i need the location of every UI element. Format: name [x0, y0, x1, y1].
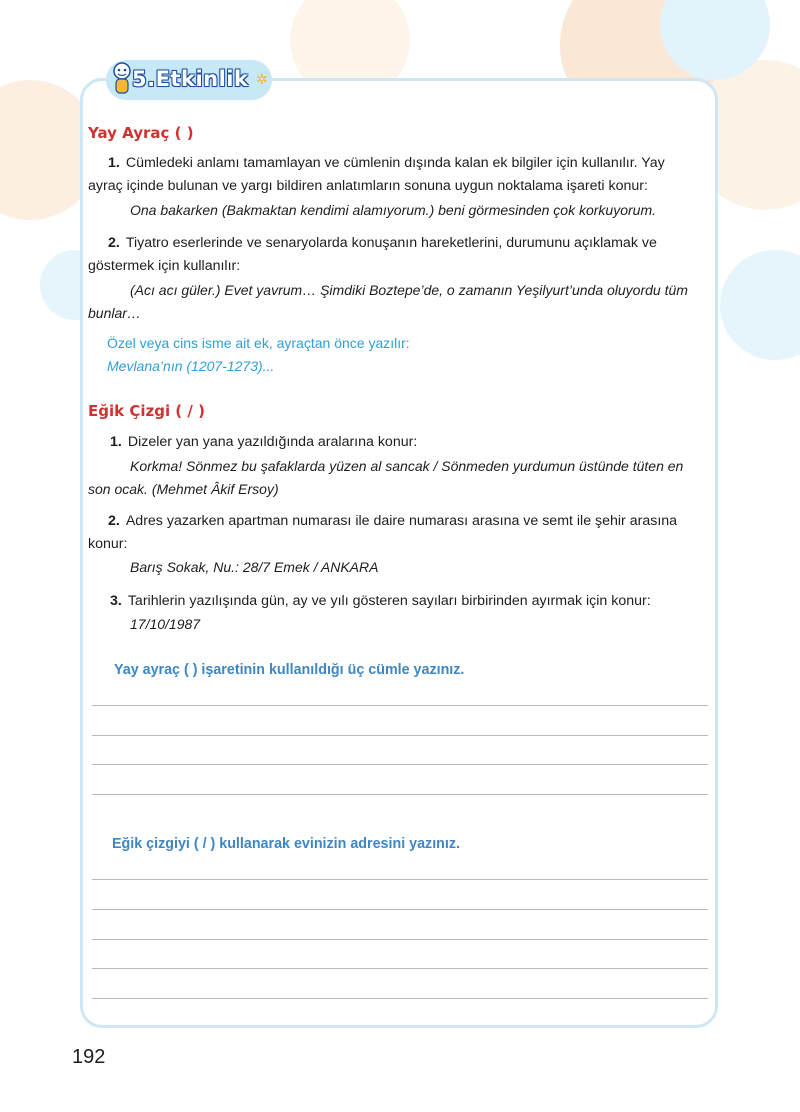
slash-rule-2-example: Barış Sokak, Nu.: 28/7 Emek / ANKARA — [130, 559, 379, 575]
section-heading-slash: Eğik Çizgi ( / ) — [88, 402, 205, 420]
activity-title: 5.Etkinlik — [132, 67, 249, 91]
section-heading-parenthesis: Yay Ayraç ( ) — [88, 124, 194, 142]
rule-1-line-2: ayraç içinde bulunan ve yargı bildiren anlatımların sonuna uygun noktalama işareti konur: — [88, 178, 648, 194]
slash-rule-1-line-1: 1. Dizeler yan yana yazıldığında aralarına konur: — [110, 434, 418, 450]
rule-2-line-1: 2. Tiyatro eserlerinde ve senaryolarda konuşanın hareketlerini, durumunu açıklamak ve — [108, 235, 657, 251]
rule-2-example-line-1: (Acı acı güler.) Evet yavrum… Şimdiki Boztepe’de, o zamanın Yeşilyurt’unda oluyordu tüm — [130, 282, 688, 298]
rule-number: 1. — [110, 434, 122, 450]
slash-rule-1-example-line-2: son ocak. (Mehmet Âkif Ersoy) — [88, 481, 279, 497]
rule-2-example-line-2: bunlar… — [88, 305, 141, 321]
slash-rule-2-line-1: 2. Adres yazarken apartman numarası ile daire numarası arasına ve semt ile şehir arasına — [108, 513, 678, 529]
rule-1-line-1: 1. Cümledeki anlamı tamamlayan ve cümlenin dışında kalan ek bilgiler için kullanılır. Yay — [108, 155, 665, 171]
answer-line[interactable] — [92, 879, 708, 880]
task-1-prompt: Yay ayraç ( ) işaretinin kullanıldığı üç cümle yazınız. — [114, 662, 465, 678]
page-number: 192 — [72, 1046, 106, 1068]
slash-rule-1-example-line-1: Korkma! Sönmez bu şafaklarda yüzen al sancak / Sönmeden yurdumun üstünde tüten en — [130, 458, 684, 474]
answer-line[interactable] — [92, 764, 708, 765]
rule-number: 2. — [108, 235, 120, 251]
rule-number: 3. — [110, 593, 122, 609]
rule-number: 1. — [108, 155, 120, 171]
answer-line[interactable] — [92, 909, 708, 910]
slash-rule-3-line-1: 3. Tarihlerin yazılışında gün, ay ve yılı gösteren sayıları birbirinden ayırmak için konur: — [110, 593, 651, 609]
rule-1-example: Ona bakarken (Bakmaktan kendimi alamıyorum.) beni görmesinden çok korkuyorum. — [130, 202, 657, 218]
slash-rule-3-example: 17/10/1987 — [130, 616, 201, 632]
answer-line[interactable] — [92, 939, 708, 940]
slash-rule-2-line-2: konur: — [88, 536, 128, 552]
task-2-prompt: Eğik çizgiyi ( / ) kullanarak evinizin adresini yazınız. — [112, 836, 461, 852]
sparkle-icon: ✲ — [256, 71, 268, 87]
rule-number: 2. — [108, 513, 120, 529]
rule-2-line-2: göstermek için kullanılır: — [88, 258, 241, 274]
note-line-2: Mevlana’nın (1207-1273)... — [107, 358, 275, 374]
answer-line[interactable] — [92, 968, 708, 969]
answer-line[interactable] — [92, 794, 708, 795]
answer-line[interactable] — [92, 998, 708, 999]
note-line-1: Özel veya cins isme ait ek, ayraçtan önce yazılır: — [107, 335, 410, 351]
activity-card — [80, 78, 718, 1028]
background-circle — [720, 250, 800, 360]
answer-line[interactable] — [92, 705, 708, 706]
answer-line[interactable] — [92, 735, 708, 736]
mascot-icon — [110, 62, 134, 96]
